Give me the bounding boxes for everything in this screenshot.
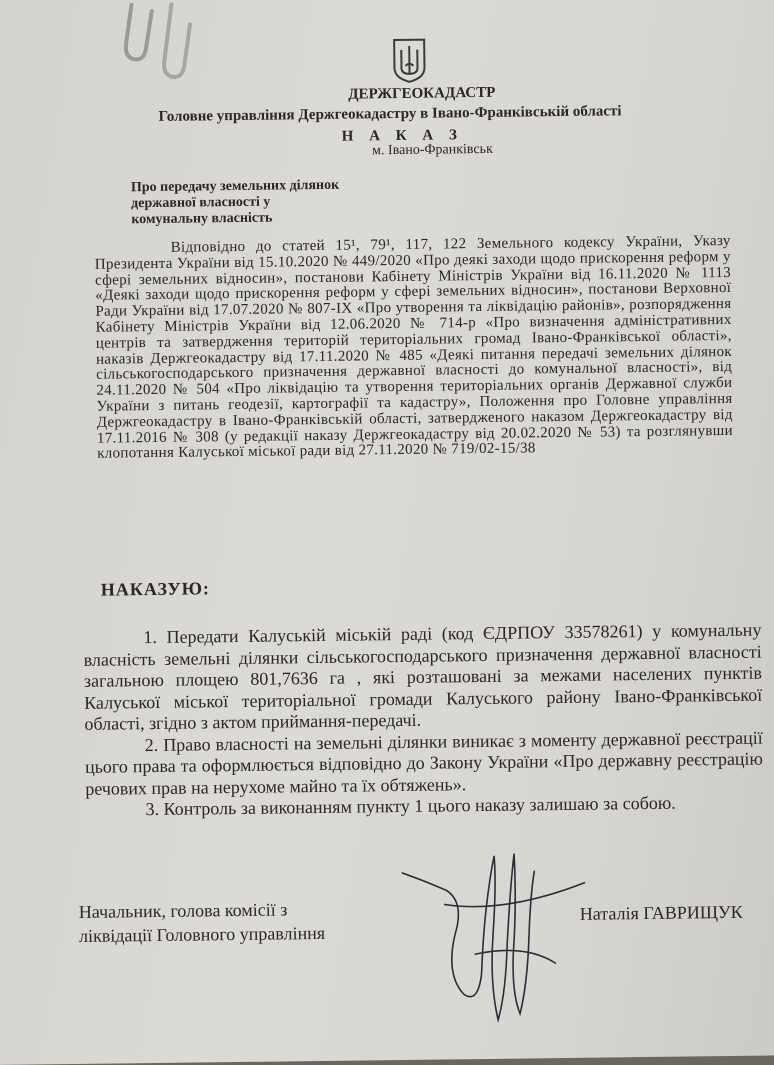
order-heading: НАКАЗУЮ: — [100, 578, 211, 600]
preamble-paragraph: Відповідно до статей 15¹, 79¹, 117, 122 Земельного кодексу України, Указу Президента України від 15.10.2020 № 449/2020 «Про деякі заходи щодо прискорення реформ у сфері земельних відносин», постанови Кабінету Міністрів України від 16.11.2020 № 1113 «Деякі заходи щодо прискорення реформ у сфері земельних відносин», постанови Верховної Ради України від 17.07.2020 № 807-IX «Про утворення та ліквідацію районів», розпорядження Кабінету Міністрів України від 12.06.2020 № 714-р «Про визначення адміністративних центрів та затвердження територій територіальних громад Івано-Франківської області», наказів Держгеокадастру від 17.11.2020 № 485 «Деякі питання передачі земельних ділянок сільськогосподарського призначення державної власності до комунальної власності», від 24.11.2020 № 504 «Про ліквідацію та утворення територіальних органів Державної служби України з питань геодезії, картографії та кадастру», Положення про Головне управління Держгеокадастру в Івано-Франківській області, затвердженого наказом Держгеокадастру від 17.11.2016 № 308 (у редакції наказу Держгеокадастру від 20.02.2020 № 53) та розглянувши клопотання Калуської міської ради від 27.11.2020 № 719/02-15/38 — [94, 232, 734, 463]
department-name: Головне управління Держгеокадастру в Івано-Франківській області — [158, 103, 622, 125]
subject-line: комунальну власність — [131, 210, 273, 228]
signatory-title — [79, 897, 326, 948]
organization-name: ДЕРЖГЕОКАДАСТР — [348, 84, 496, 103]
document-type: Н А К А З — [341, 127, 463, 145]
order-item: 2. Право власності на земельні ділянки виникає з моменту державної реєстрації цього права та оформлюється відповідно до Закону України «Про державну реєстрацію речових прав на нерухоме майно та їх обтяжень». — [84, 727, 764, 799]
signatory-title-line: Начальник, голова комісії з — [78, 899, 288, 922]
handwritten-signature — [384, 842, 626, 1035]
order-subject — [131, 178, 340, 229]
subject-line: державної власності у — [131, 194, 271, 212]
order-item: 1. Передати Калуській міській раді (код ЄДРПОУ 33578261) у комунальну власність земельні ділянки сільськогосподарського призначення державної власності загальною площею 801,7636 га , які розташовані за межами населених пунктів Калуської міської територіальної громади Калуського району Івано-Франківської області, згідно з актом приймання-передачі. — [83, 619, 763, 734]
order-items — [83, 620, 763, 822]
coat-of-arms-icon — [392, 38, 427, 84]
order-item: 3. Контроль за виконанням пункту 1 цього наказу залишаю за собою. — [145, 792, 676, 820]
document-city: м. Івано-Франківськ — [372, 141, 493, 159]
subject-line: Про передачу земельних ділянок — [130, 177, 340, 196]
signatory-name: Наталія ГАВРИЩУК — [579, 901, 743, 924]
signatory-title-line: ліквідації Головного управління — [78, 922, 326, 946]
paper-clip-icon — [112, 2, 203, 83]
